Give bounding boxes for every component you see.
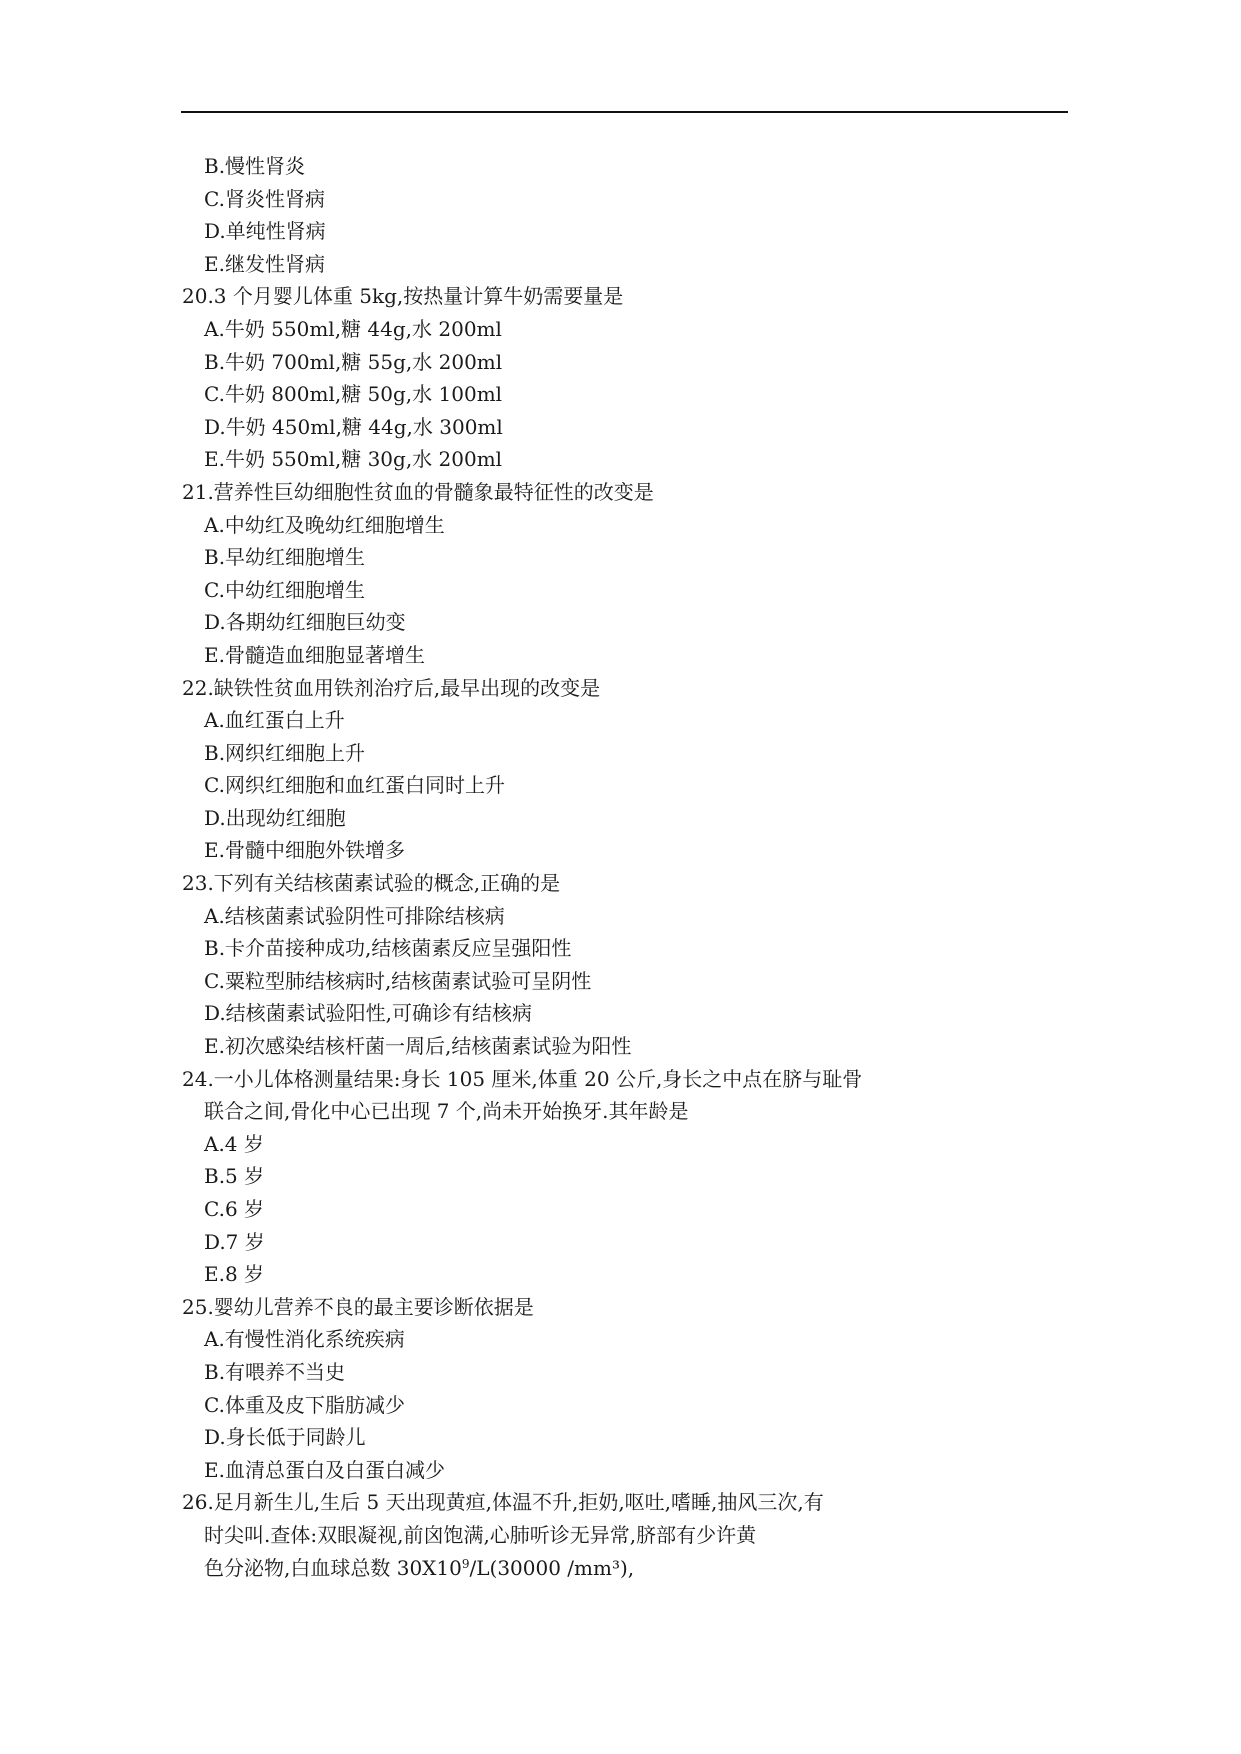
- text-segment: 色分泌物,白血球总数 30X10: [204, 1555, 462, 1580]
- answer-option: A.4 岁: [204, 1131, 264, 1156]
- answer-option: C.6 岁: [204, 1197, 265, 1221]
- question-stem: 20.3 个月婴儿体重 5kg,按热量计算牛奶需要量是: [182, 284, 624, 309]
- answer-option: D.各期幼红细胞巨幼变: [204, 610, 406, 635]
- answer-option: E.初次感染结核杆菌一周后,结核菌素试验为阳性: [204, 1034, 632, 1059]
- answer-option: E.牛奶 550ml,糖 30g,水 200ml: [204, 447, 503, 472]
- answer-option: E.骨髓造血细胞显著增生: [204, 642, 425, 667]
- question-stem: 24.一小儿体格测量结果:身长 105 厘米,体重 20 公斤,身长之中点在脐与耻骨: [182, 1066, 863, 1091]
- answer-option: A.结核菌素试验阴性可排除结核病: [204, 903, 505, 928]
- question-stem: 22.缺铁性贫血用铁剂治疗后,最早出现的改变是: [182, 675, 601, 700]
- answer-option: A.有慢性消化系统疾病: [204, 1327, 405, 1352]
- answer-option: A.中幼红及晚幼红细胞增生: [204, 512, 445, 537]
- answer-option: D.牛奶 450ml,糖 44g,水 300ml: [204, 414, 503, 439]
- answer-option: B.网织红细胞上升: [204, 740, 366, 765]
- answer-option: E.骨髓中细胞外铁增多: [204, 838, 405, 863]
- answer-option: C.网织红细胞和血红蛋白同时上升: [204, 773, 505, 798]
- answer-option: E.血清总蛋白及白蛋白减少: [204, 1457, 445, 1482]
- answer-option: B.慢性肾炎: [204, 154, 306, 178]
- answer-option: E.继发性肾病: [204, 251, 325, 276]
- question-stem: 23.下列有关结核菌素试验的概念,正确的是: [182, 871, 561, 896]
- answer-option: B.有喂养不当史: [204, 1359, 346, 1384]
- question-stem-continuation: 时尖叫.查体:双眼凝视,前囟饱满,心肺听诊无异常,脐部有少许黄: [204, 1522, 757, 1547]
- question-stem: 25.婴幼儿营养不良的最主要诊断依据是: [182, 1294, 534, 1319]
- answer-option: C.体重及皮下脂肪减少: [204, 1392, 405, 1417]
- answer-option: B.卡介苗接种成功,结核菌素反应呈强阳性: [204, 936, 572, 961]
- answer-option: C.中幼红细胞增生: [204, 577, 365, 602]
- answer-option: B.5 岁: [204, 1164, 265, 1189]
- text-segment: /L(30000 /mm³),: [469, 1555, 635, 1580]
- question-stem: 26.足月新生儿,生后 5 天出现黄疸,体温不升,拒奶,呕吐,嗜睡,抽风三次,有: [182, 1490, 824, 1515]
- answer-option: C.肾炎性肾病: [204, 186, 325, 211]
- answer-option: D.7 岁: [204, 1229, 265, 1254]
- exponent: 9: [461, 1556, 470, 1571]
- answer-option: E.8 岁: [204, 1262, 265, 1287]
- answer-option: B.早幼红细胞增生: [204, 545, 366, 570]
- answer-option: D.出现幼红细胞: [204, 805, 346, 830]
- answer-option: C.粟粒型肺结核病时,结核菌素试验可呈阴性: [204, 968, 592, 993]
- header-rule: [181, 111, 1068, 113]
- question-stem-continuation: 联合之间,骨化中心已出现 7 个,尚未开始换牙.其年龄是: [204, 1099, 689, 1124]
- answer-option: A.血红蛋白上升: [204, 708, 345, 733]
- answer-option: B.牛奶 700ml,糖 55g,水 200ml: [204, 349, 503, 374]
- answer-option: D.单纯性肾病: [204, 219, 326, 244]
- answer-option: C.牛奶 800ml,糖 50g,水 100ml: [204, 382, 503, 407]
- answer-option: D.身长低于同龄儿: [204, 1425, 366, 1450]
- answer-option: D.结核菌素试验阳性,可确诊有结核病: [204, 1001, 533, 1026]
- question-stem-continuation: [182, 1552, 1082, 1585]
- answer-option: A.牛奶 550ml,糖 44g,水 200ml: [204, 316, 502, 341]
- question-list: [182, 150, 1082, 1584]
- question-stem: 21.营养性巨幼细胞性贫血的骨髓象最特征性的改变是: [182, 479, 654, 504]
